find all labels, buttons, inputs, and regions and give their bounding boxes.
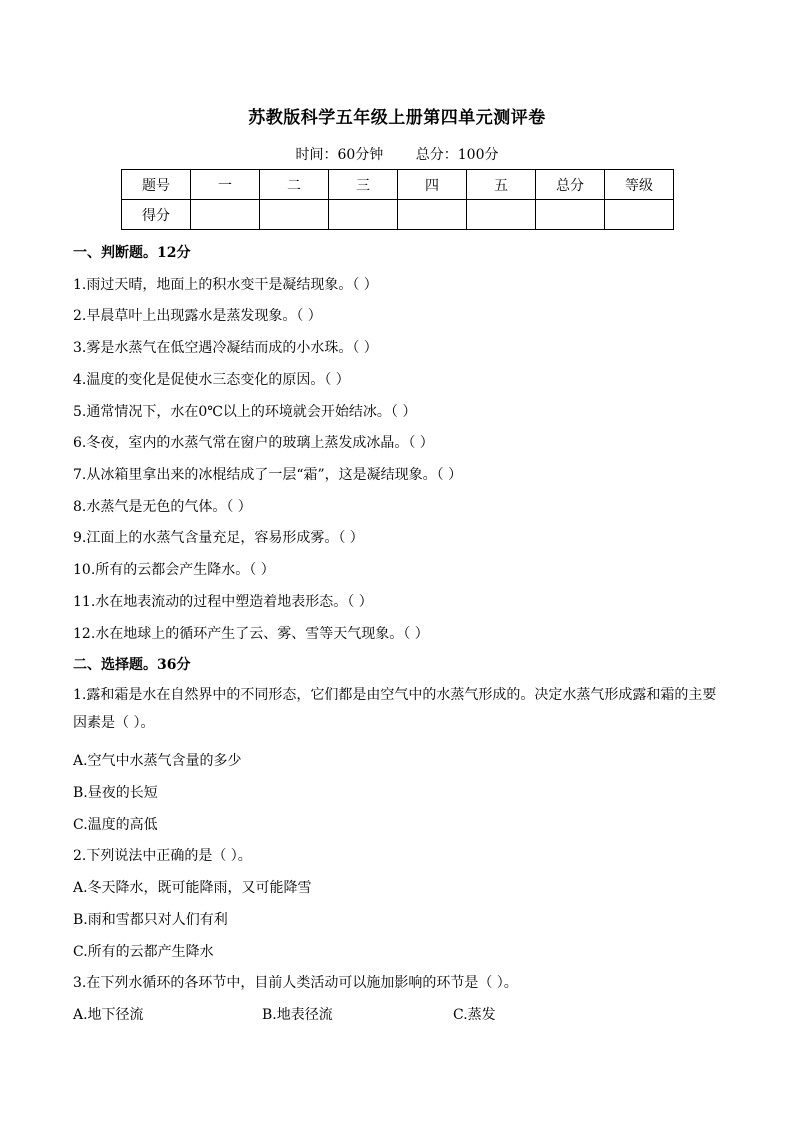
score-table-score-row <box>122 200 674 230</box>
score-row-label: 得分 <box>122 200 191 230</box>
choice-option: A.地下径流 <box>73 1007 144 1023</box>
score-table-header: 题号 <box>122 170 191 200</box>
choice-option: C.所有的云都产生降水 <box>73 944 214 960</box>
choice-option: B.雨和雪都只对人们有利 <box>73 912 228 928</box>
score-table-header: 总分 <box>536 170 605 200</box>
judgement-question-8: 8.水蒸气是无色的气体。（ ） <box>73 499 252 515</box>
score-table-header: 五 <box>467 170 536 200</box>
section-heading-judgement: 一、判断题。12分 <box>73 245 191 261</box>
choice-question-3-stem: 3.在下列水循环的各环节中，目前人类活动可以施加影响的环节是（ ）。 <box>73 975 518 991</box>
score-cell[interactable] <box>605 200 674 230</box>
judgement-question-11: 11.水在地表流动的过程中塑造着地表形态。（ ） <box>73 594 373 610</box>
score-cell[interactable] <box>260 200 329 230</box>
section-heading-choice: 二、选择题。36分 <box>73 657 191 673</box>
score-table-header: 二 <box>260 170 329 200</box>
choice-question-2-stem: 2.下列说法中正确的是（ ）。 <box>73 848 252 864</box>
score-cell[interactable] <box>467 200 536 230</box>
judgement-question-1: 1.雨过天晴，地面上的积水变干是凝结现象。（ ） <box>73 277 378 293</box>
judgement-question-4: 4.温度的变化是促使水三态变化的原因。（ ） <box>73 372 350 388</box>
judgement-question-3: 3.雾是水蒸气在低空遇冷凝结而成的小水珠。（ ） <box>73 340 378 356</box>
judgement-question-12: 12.水在地球上的循环产生了云、雾、雪等天气现象。（ ） <box>73 626 429 642</box>
judgement-question-10: 10.所有的云都会产生降水。（ ） <box>73 562 275 578</box>
score-cell[interactable] <box>191 200 260 230</box>
score-table <box>121 169 674 230</box>
judgement-question-2: 2.早晨草叶上出现露水是蒸发现象。（ ） <box>73 308 322 324</box>
score-table-header: 等级 <box>605 170 674 200</box>
judgement-question-6: 6.冬夜，室内的水蒸气常在窗户的玻璃上蒸发成冰晶。（ ） <box>73 435 434 451</box>
time-limit: 时间：60分钟 <box>295 147 384 163</box>
choice-question-1-stem: 1.露和霜是水在自然界中的不同形态，它们都是由空气中的水蒸气形成的。决定水蒸气形成露和霜的主要因素是（ ）。 <box>73 687 717 731</box>
score-table-header: 一 <box>191 170 260 200</box>
choice-option: B.地表径流 <box>262 1007 333 1023</box>
score-table-header-row <box>122 170 674 200</box>
choice-option: C.温度的高低 <box>73 817 158 833</box>
score-cell[interactable] <box>536 200 605 230</box>
choice-option: A.冬天降水，既可能降雨，又可能降雪 <box>73 880 312 896</box>
choice-option: A.空气中水蒸气含量的多少 <box>73 753 242 769</box>
score-table-header: 三 <box>329 170 398 200</box>
choice-option: B.昼夜的长短 <box>73 785 158 801</box>
exam-info <box>0 144 794 164</box>
judgement-question-9: 9.江面上的水蒸气含量充足，容易形成雾。（ ） <box>73 530 364 546</box>
score-table-header: 四 <box>398 170 467 200</box>
judgement-question-5: 5.通常情况下，水在0℃以上的环境就会开始结冰。（ ） <box>73 404 417 420</box>
total-score: 总分：100分 <box>415 147 499 163</box>
judgement-question-7: 7.从冰箱里拿出来的冰棍结成了一层“霜”，这是凝结现象。（ ） <box>73 467 463 483</box>
score-cell[interactable] <box>329 200 398 230</box>
page-title: 苏教版科学五年级上册第四单元测评卷 <box>248 108 546 128</box>
score-cell[interactable] <box>398 200 467 230</box>
choice-option: C.蒸发 <box>453 1007 496 1023</box>
